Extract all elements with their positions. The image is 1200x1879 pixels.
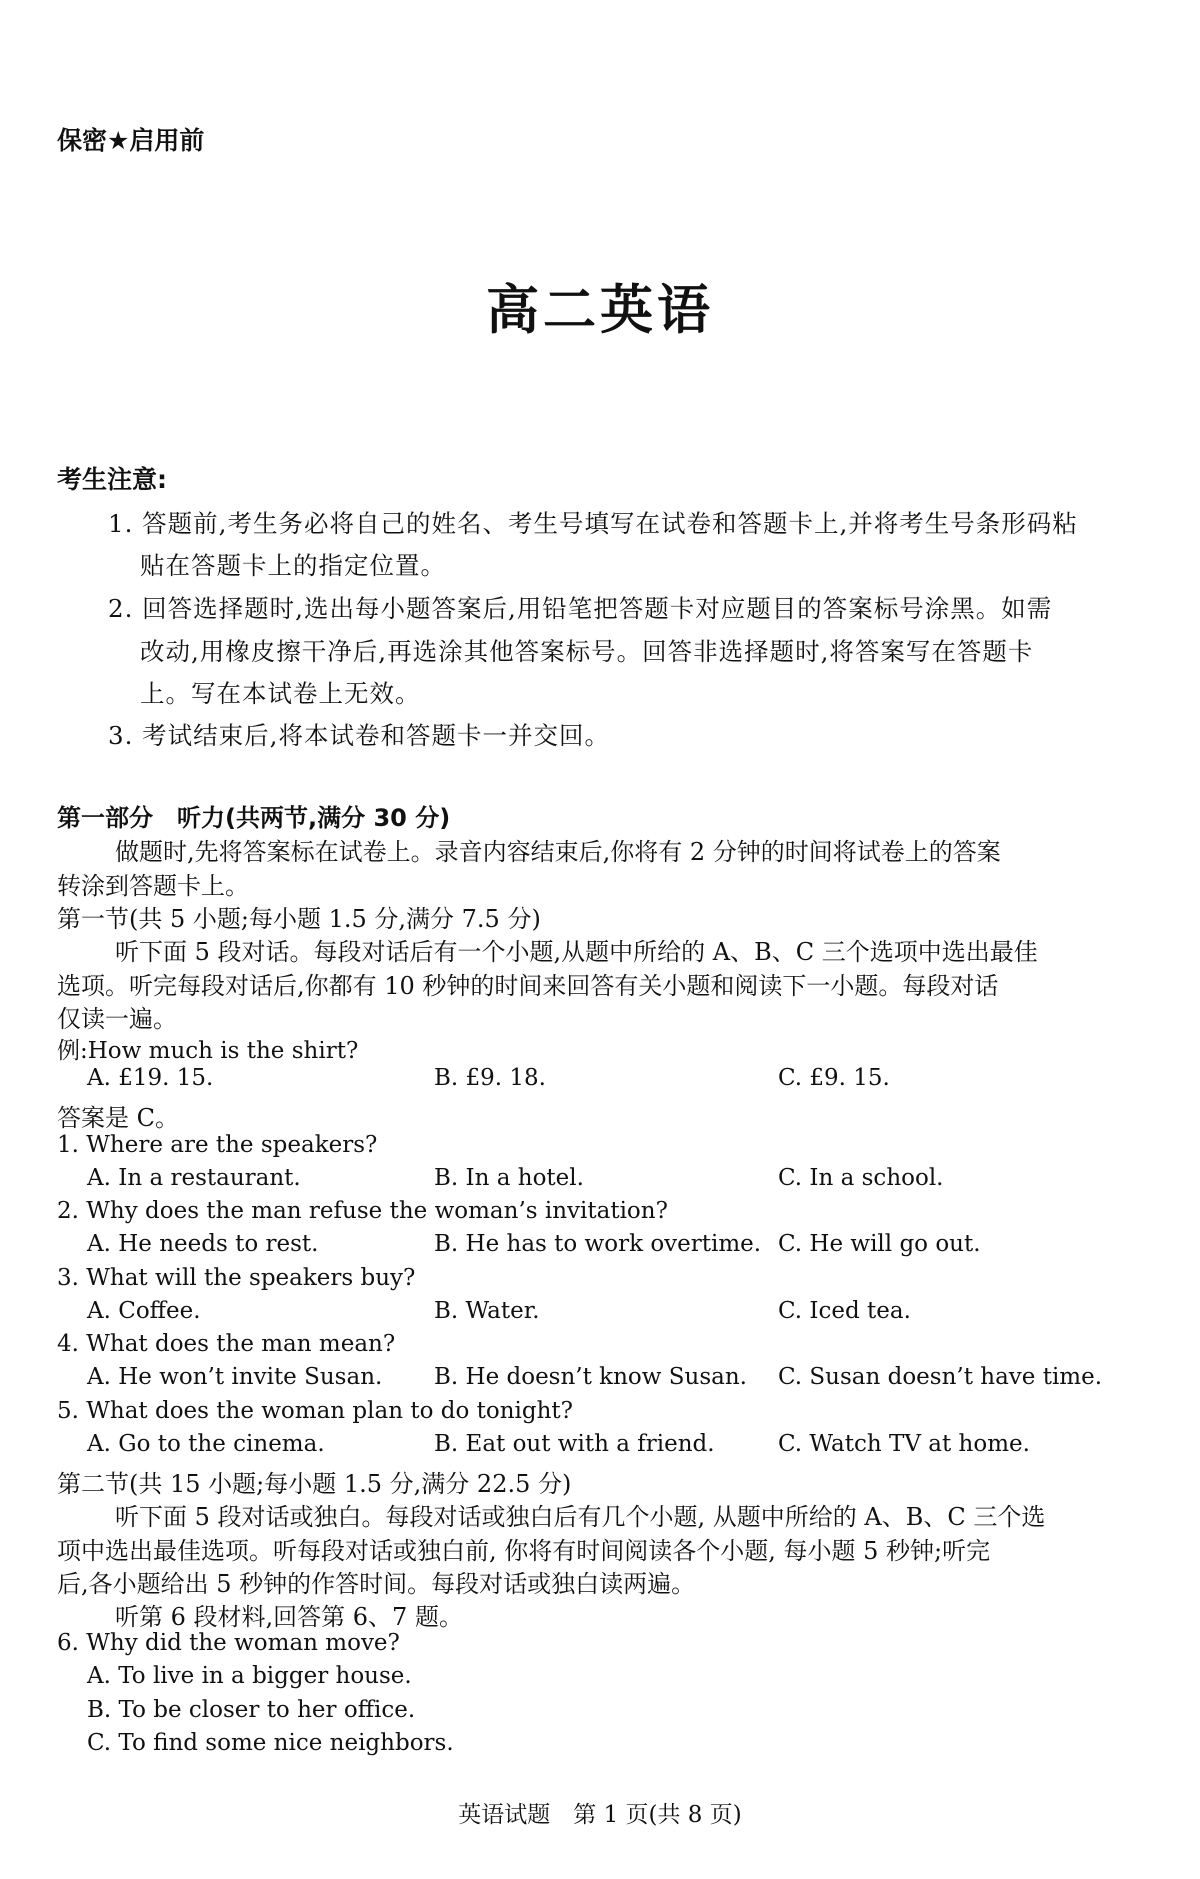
confidential-label: 保密★启用前 [57, 126, 205, 155]
q5-option-b: B. Eat out with a friend. [434, 1431, 715, 1457]
section1-intro-cont2: 仅读一遍。 [57, 1005, 177, 1033]
part1-intro: 做题时,先将答案标在试卷上。录音内容结束后,你将有 2 分钟的时间将试卷上的答案 [115, 838, 1001, 866]
q1-option-a: A. In a restaurant. [87, 1165, 301, 1191]
q5-option-a: A. Go to the cinema. [87, 1431, 325, 1457]
q4-option-c: C. Susan doesn’t have time. [778, 1364, 1103, 1390]
q1-option-b: B. In a hotel. [434, 1165, 584, 1191]
part1-intro-cont: 转涂到答题卡上。 [57, 872, 249, 900]
q3-option-c: C. Iced tea. [778, 1298, 911, 1324]
q2-option-c: C. He will go out. [778, 1231, 981, 1257]
section2-intro-cont: 项中选出最佳选项。听每段对话或独白前, 你将有时间阅读各个小题, 每小题 5 秒钟;听完 [57, 1537, 991, 1565]
question-1: 1. Where are the speakers? [57, 1132, 378, 1158]
notice-item-1-cont: 贴在答题卡上的指定位置。 [140, 551, 446, 580]
question-2: 2. Why does the man refuse the woman’s invitation? [57, 1198, 668, 1224]
q2-option-a: A. He needs to rest. [87, 1231, 319, 1257]
q6-option-c: C. To find some nice neighbors. [87, 1730, 454, 1756]
q1-option-c: C. In a school. [778, 1165, 944, 1191]
page-title: 高二英语 [486, 280, 714, 341]
q6-option-b: B. To be closer to her office. [87, 1697, 416, 1723]
part1-heading: 第一部分 听力(共两节,满分 30 分) [57, 804, 451, 832]
page-footer: 英语试题 第 1 页(共 8 页) [458, 1802, 742, 1828]
q4-option-b: B. He doesn’t know Susan. [434, 1364, 747, 1390]
notice-item-3: 3. 考试结束后,将本试卷和答题卡一并交回。 [108, 721, 610, 750]
notice-item-2: 2. 回答选择题时,选出每小题答案后,用铅笔把答题卡对应题目的答案标号涂黑。如需 [108, 594, 1053, 623]
question-3: 3. What will the speakers buy? [57, 1265, 416, 1291]
q6-option-a: A. To live in a bigger house. [87, 1663, 412, 1689]
example-option-a: A. £19. 15. [87, 1065, 214, 1091]
q3-option-a: A. Coffee. [87, 1298, 201, 1324]
example-option-c: C. £9. 15. [778, 1065, 890, 1091]
notice-heading: 考生注意: [57, 465, 167, 494]
question-4: 4. What does the man mean? [57, 1331, 396, 1357]
section1-intro-cont: 选项。听完每段对话后,你都有 10 秒钟的时间来回答有关小题和阅读下一小题。每段对话 [57, 972, 999, 1000]
section2-intro-cont2: 后,各小题给出 5 秒钟的作答时间。每段对话或独白读两遍。 [57, 1570, 696, 1598]
material-6-instruction: 听第 6 段材料,回答第 6、7 题。 [115, 1603, 463, 1631]
section1-intro: 听下面 5 段对话。每段对话后有一个小题,从题中所给的 A、B、C 三个选项中选出最佳 [115, 938, 1038, 966]
section2-intro: 听下面 5 段对话或独白。每段对话或独白后有几个小题, 从题中所给的 A、B、C 三个选 [115, 1503, 1046, 1531]
example-answer: 答案是 C。 [57, 1104, 179, 1132]
q5-option-c: C. Watch TV at home. [778, 1431, 1030, 1457]
q4-option-a: A. He won’t invite Susan. [87, 1364, 383, 1390]
example-option-b: B. £9. 18. [434, 1065, 546, 1091]
q3-option-b: B. Water. [434, 1298, 540, 1324]
notice-item-2-cont: 改动,用橡皮擦干净后,再选涂其他答案标号。回答非选择题时,将答案写在答题卡 [140, 637, 1034, 666]
question-5: 5. What does the woman plan to do tonight? [57, 1398, 573, 1424]
section2-heading: 第二节(共 15 小题;每小题 1.5 分,满分 22.5 分) [57, 1470, 572, 1498]
section1-heading: 第一节(共 5 小题;每小题 1.5 分,满分 7.5 分) [57, 905, 541, 933]
q2-option-b: B. He has to work overtime. [434, 1231, 762, 1257]
notice-item-1: 1. 答题前,考生务必将自己的姓名、考生号填写在试卷和答题卡上,并将考生号条形码粘 [108, 509, 1078, 538]
example-question: 例:How much is the shirt? [57, 1038, 359, 1064]
question-6: 6. Why did the woman move? [57, 1630, 400, 1656]
notice-item-2-cont2: 上。写在本试卷上无效。 [140, 679, 421, 708]
